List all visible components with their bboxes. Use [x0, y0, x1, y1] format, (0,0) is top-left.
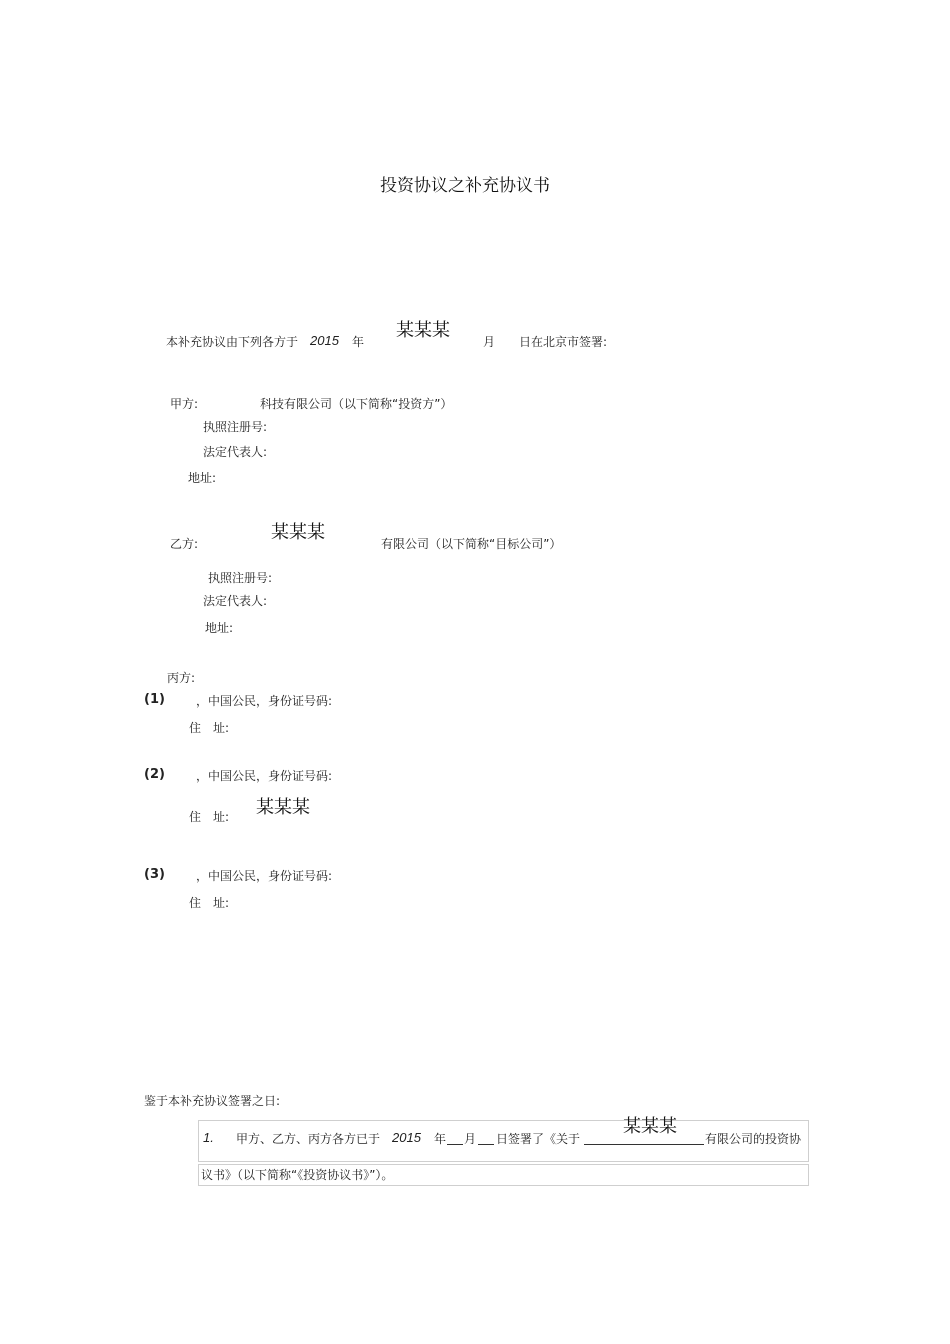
- person-3-address: 住 址:: [189, 896, 230, 910]
- intro-handwriting: 某某某: [396, 320, 450, 341]
- clause-1-year: 2015: [392, 1130, 421, 1145]
- person-1-citizen: ，中国公民，身份证号码:: [196, 694, 333, 708]
- party-b-label: 乙方:: [170, 537, 199, 551]
- party-b-name: 有限公司（以下简称“目标公司”）: [381, 537, 562, 551]
- party-a-rep: 法定代表人:: [203, 445, 268, 459]
- intro-year-suffix: 年: [352, 335, 365, 349]
- clause-1-number: 1.: [203, 1130, 214, 1145]
- person-2-index: (2): [144, 767, 165, 782]
- party-b-handwriting: 某某某: [271, 522, 325, 543]
- whereas-heading: 鉴于本补充协议签署之日:: [144, 1094, 281, 1108]
- intro-year: 2015: [310, 333, 339, 348]
- party-a-license: 执照注册号:: [203, 420, 268, 434]
- clause-1-month-blank: [447, 1133, 463, 1145]
- party-c-label: 丙方:: [167, 671, 196, 685]
- clause-1-text-d: 日签署了《关于: [496, 1132, 581, 1146]
- person-2-handwriting: 某某某: [256, 797, 310, 818]
- intro-month: 月: [483, 335, 496, 349]
- clause-1-line-2: 议书》（以下简称“《投资协议书》”）。: [201, 1168, 394, 1182]
- clause-1-text-b: 年: [434, 1132, 447, 1146]
- person-1-address: 住 址:: [189, 721, 230, 735]
- clause-1-text-c: 月: [464, 1132, 477, 1146]
- clause-1-text-e: 有限公司的投资协: [705, 1132, 802, 1146]
- person-2-citizen: ，中国公民，身份证号码:: [196, 769, 333, 783]
- intro-prefix: 本补充协议由下列各方于: [166, 335, 299, 349]
- clause-1-handwriting: 某某某: [623, 1116, 677, 1137]
- clause-1-day-blank: [478, 1133, 494, 1145]
- party-a-address: 地址:: [188, 471, 217, 485]
- party-a-label: 甲方:: [170, 397, 199, 411]
- party-b-address: 地址:: [205, 621, 234, 635]
- person-3-citizen: ，中国公民，身份证号码:: [196, 869, 333, 883]
- party-b-license: 执照注册号:: [208, 571, 273, 585]
- party-a-name: 科技有限公司（以下简称“投资方”）: [260, 397, 453, 411]
- clause-1-text-a: 甲方、乙方、丙方各方已于: [236, 1132, 381, 1146]
- person-3-index: (3): [144, 867, 165, 882]
- person-2-address: 住 址:: [189, 810, 230, 824]
- person-1-index: (1): [144, 692, 165, 707]
- party-b-rep: 法定代表人:: [203, 594, 268, 608]
- intro-day-rest: 日在北京市签署:: [519, 335, 608, 349]
- document-title: 投资协议之补充协议书: [380, 176, 550, 196]
